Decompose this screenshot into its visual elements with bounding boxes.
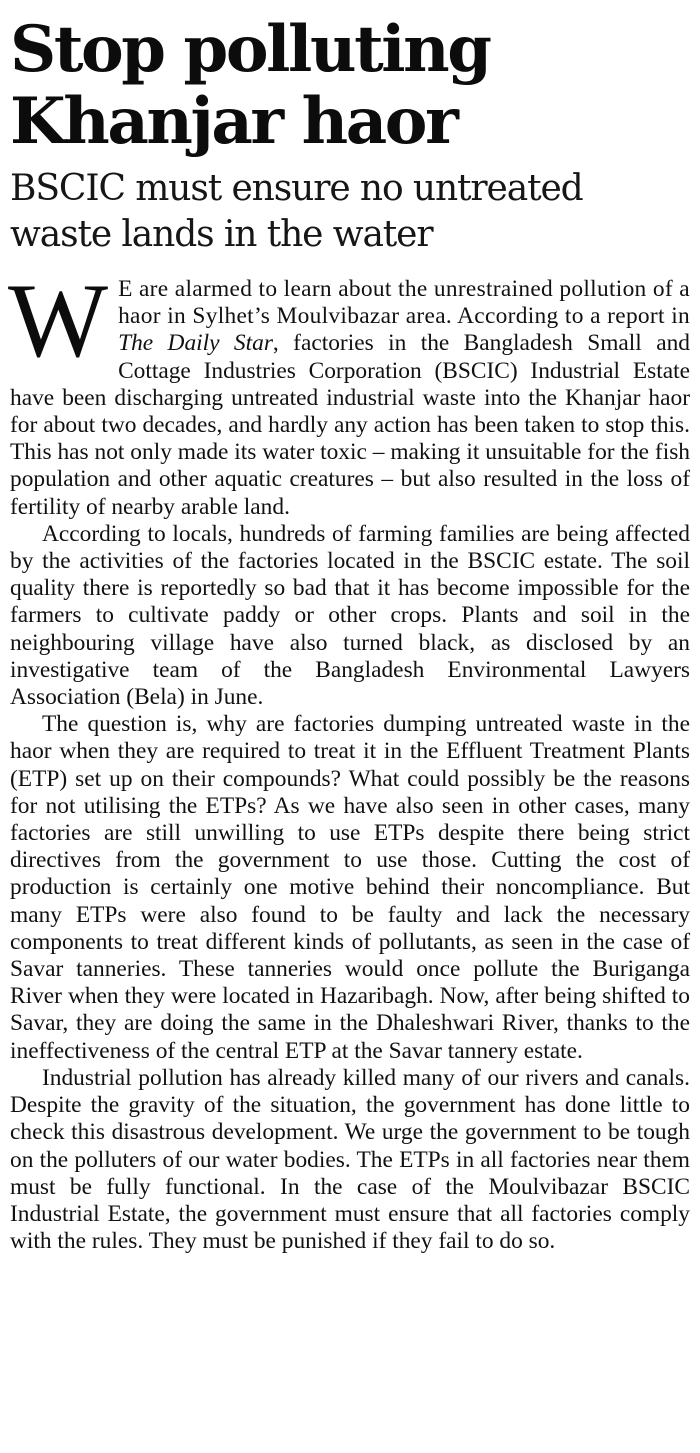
paragraph-2: According to locals, hundreds of farming families are being affected by the activities of the factories located in the BSCIC estate. The soil quality there is reportedly so bad that it has become impossible for the farmers to cultivate paddy or other crops. Plants and soil in the neighbouring village have also turned black, as disclosed by an investigative team of the Bangladesh Environmental Lawyers Association (Bela) in June. xyxy=(10,520,690,711)
paragraph-4: Industrial pollution has already killed many of our rivers and canals. Despite the gravity of the situation, the government has done little to check this disastrous development. We urge the government to be tough on the polluters of our water bodies. The ETPs in all factories near them must be fully functional. In the case of the Moulvibazar BSCIC Industrial Estate, the government must ensure that all factories comply with the rules. They must be punished if they fail to do so. xyxy=(10,1064,690,1255)
headline-line-2: Khanjar haor xyxy=(10,84,457,159)
subheadline xyxy=(10,166,690,258)
editorial-article xyxy=(10,14,690,1255)
publication-name: The Daily Star xyxy=(118,330,273,357)
subheadline-line-2: waste lands in the water xyxy=(10,214,433,255)
subheadline-line-1: BSCIC must ensure no untreated xyxy=(10,168,583,209)
paragraph-1-rest: , factories in the Bangladesh Small and Cottage Industries Corporation (BSCIC) Industrial Estate have been discharging untreated industrial waste into the Khanjar haor for about two decades, and hardly any action has been taken to stop this. This has not only made its water toxic – making it unsuitable for the fish population and other aquatic creatures – but also resulted in the loss of fertility of nearby arable land. xyxy=(10,330,690,520)
paragraph-3: The question is, why are factories dumping untreated waste in the haor when they are required to treat it in the Effluent Treatment Plants (ETP) set up on their compounds? What could possibly be the reasons for not utilising the ETPs? As we have also seen in other cases, many factories are still unwilling to use ETPs despite there being strict directives from the government to use those. Cutting the cost of production is certainly one motive behind their noncompliance. But many ETPs were also found to be faulty and lack the necessary components to treat different kinds of pollutants, as seen in the case of Savar tanneries. These tanneries would once pollute the Buriganga River when they were located in Hazaribagh. Now, after being shifted to Savar, they are doing the same in the Dhaleshwari River, thanks to the ineffectiveness of the central ETP at the Savar tannery estate. xyxy=(10,711,690,1064)
headline-line-1: Stop polluting xyxy=(10,12,490,87)
headline xyxy=(10,14,690,158)
drop-cap: W xyxy=(8,262,109,379)
paragraph-1-lead: E are alarmed to learn about the unrestrained pollution of a haor in Sylhet’s Moulvibazar area. According to a report in xyxy=(118,276,690,330)
article-body xyxy=(8,262,690,1255)
paragraph-1 xyxy=(8,262,690,521)
